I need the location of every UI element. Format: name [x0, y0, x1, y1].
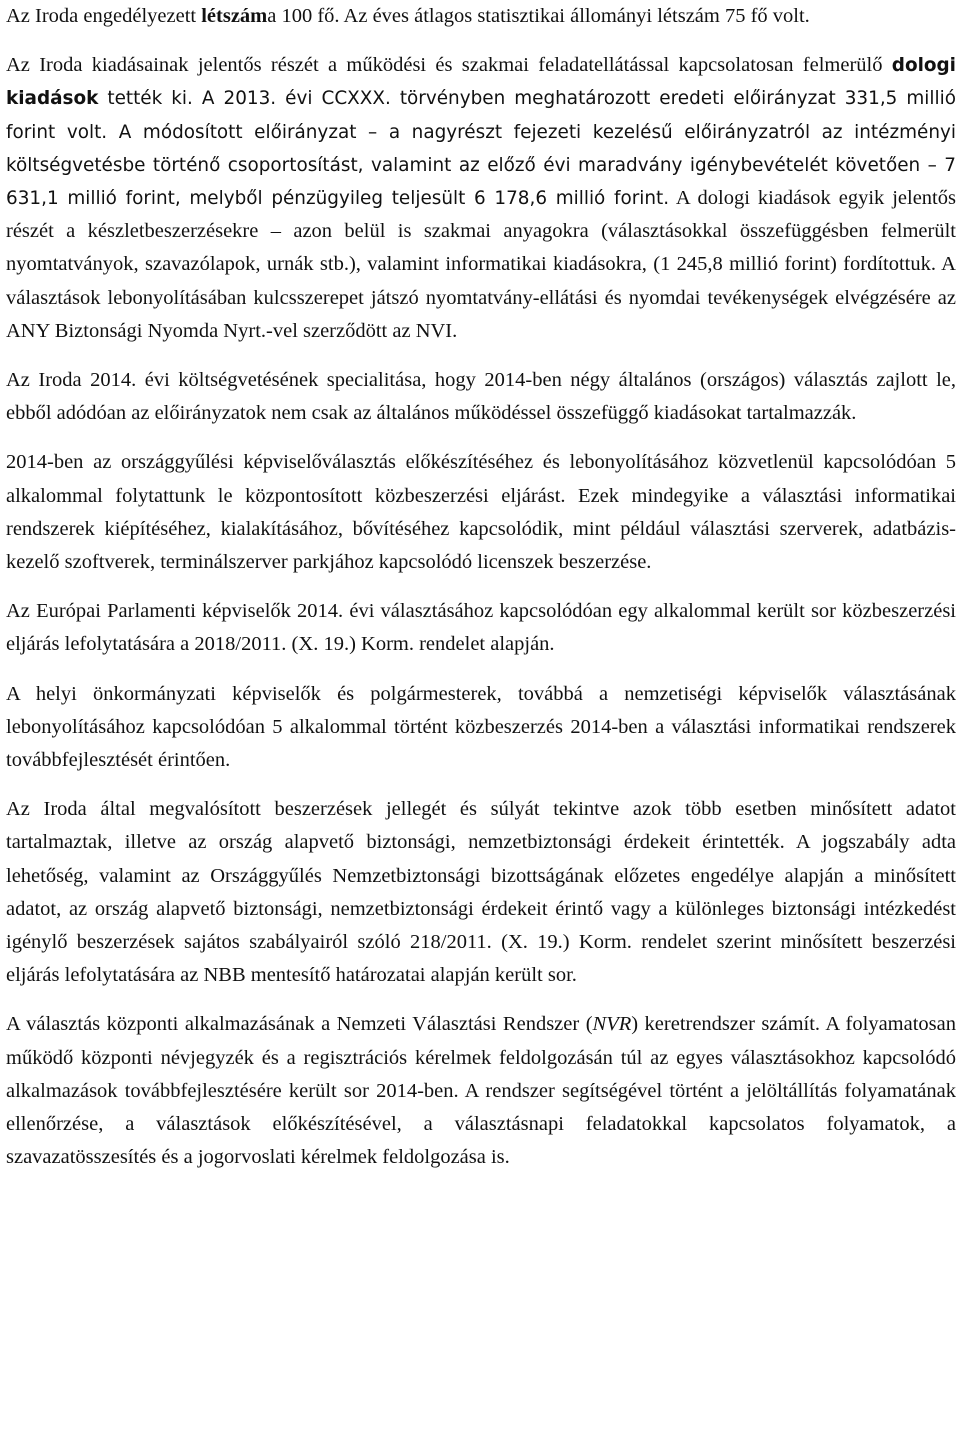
- expenses-keyword: dologi kiadások: [6, 55, 956, 110]
- expenses-original-budget: tették ki. A 2013. évi CCXXX. törvényben meghatározott eredeti előirányzat 331,5 millió forint volt.: [6, 88, 956, 143]
- expenses-modified-budget: A módosított előirányzat – a nagyrészt fejezeti kezelésű előirányzatról az intézményi költségvetésbe történő csoportosítást, valamint az előző évi maradvány igénybevételét követően – 7 631,1 millió forint, melyből pénzügyileg teljesült 6 178,6 millió forint.: [6, 121, 956, 210]
- staffing-text-start: Az Iroda engedélyezett: [6, 5, 202, 27]
- paragraph-local-elections: A helyi önkormányzati képviselők és polgármesterek, továbbá a nemzetiségi képviselők választásának lebonyolításához kapcsolódóan 5 alkalommal történt közbeszerzés 2014-ben a választási informatikai rendszerek továbbfejlesztését érintően.: [6, 682, 956, 772]
- nvr-text-end: ) keretrendszer számít. A folyamatosan működő központi névjegyzék és a regisztrációs kérelmek feldolgozásán túl az egyes választásokhoz kapcsolódó alkalmazások továbbfejlesztésére került sor 2014-ben. A rendszer segítségével történt a jelöltállítás folyamatának ellenőrzése, a választások előkészítésével, a választásnapi feladatokkal kapcsolatos folyamatok, a szavazatösszesítés és a jogorvoslati kérelmek feldolgozása is.: [6, 1013, 956, 1169]
- paragraph-classified-procurement: Az Iroda által megvalósított beszerzések jellegét és súlyát tekintve azok több esetben minősített adatot tartalmaztak, illetve az ország alapvető biztonsági, nemzetbiztonsági érdekeit érintették. A jogszabály adta lehetőség, valamint az Országgyűlés Nemzetbiztonsági bizottságának előzetes engedélye alapján a minősített adatot, az ország alapvető biztonsági, nemzetbiztonsági érdekeit érintő vagy a különleges biztonsági intézkedést igénylő beszerzések sajátos szabályairól szóló 218/2011. (X. 19.) Korm. rendelet szerint minősített beszerzési eljárás lefolytatására az NBB mentesítő határozatai alapján került sor.: [6, 798, 956, 987]
- staffing-keyword: létszám: [201, 5, 268, 27]
- paragraph-nvr-system: [6, 1008, 956, 1174]
- expenses-inventory: A dologi kiadások egyik jelentős részét a készletbeszerzésekre – azon belül is szakmai anyagokra (választásokkal összefüggésben felmerült nyomtatványok, szavazólapok, urnák stb.), valamint informatikai kiadásokra, (1 245,8 millió forint) fordítottuk. A választások lebonyolításában kulcsszerepet játszó nyomtatvány-ellátási és nyomdai tevékenységek elvégzésére az ANY Biztonsági Nyomda Nyrt.-vel szerződött az NVI.: [6, 187, 956, 342]
- expenses-text-start: Az Iroda kiadásainak jelentős részét a működési és szakmai feladatellátással kapcsolatosan felmerülő: [6, 54, 892, 77]
- paragraph-european-parliament: Az Európai Parlamenti képviselők 2014. évi választásához kapcsolódóan egy alkalommal került sor közbeszerzési eljárás lefolytatására a 2018/2011. (X. 19.) Korm. rendelet alapján.: [6, 600, 956, 656]
- paragraph-parliamentary-procurement: 2014-ben az országgyűlési képviselőválasztás előkészítéséhez és lebonyolításához közvetlenül kapcsolódóan 5 alkalommal folytattunk le központosított közbeszerzési eljárást. Ezek mindegyike a választási informatikai rendszerek kiépítéséhez, kialakításához, bővítéséhez kapcsolódik, mint például választási szerverek, adatbázis-kezelő szoftverek, terminálszerver parkjához kapcsolódó licenszek beszerzése.: [6, 451, 956, 574]
- nvr-acronym: NVR: [592, 1013, 632, 1036]
- nvr-text-start: A választás központi alkalmazásának a Nemzeti Választási Rendszer (: [6, 1013, 593, 1036]
- paragraph-staffing: [6, 0, 956, 33]
- document-page: [6, 0, 956, 1175]
- paragraph-budget-specialty: [6, 364, 956, 430]
- staffing-text-end: a 100 fő. Az éves átlagos statisztikai állományi létszám 75 fő volt.: [267, 5, 810, 27]
- budget-text-end: évi költségvetésének specialitása, hogy 2014-ben négy általános (országos) választás zajlott le, ebből adódóan az előirányzatok nem csak az általános működéssel összefüggő kiadásokat tartalmazzák.: [6, 369, 956, 425]
- paragraph-material-expenses: [6, 49, 956, 348]
- budget-text-start: Az Iroda 2014.: [6, 369, 145, 392]
